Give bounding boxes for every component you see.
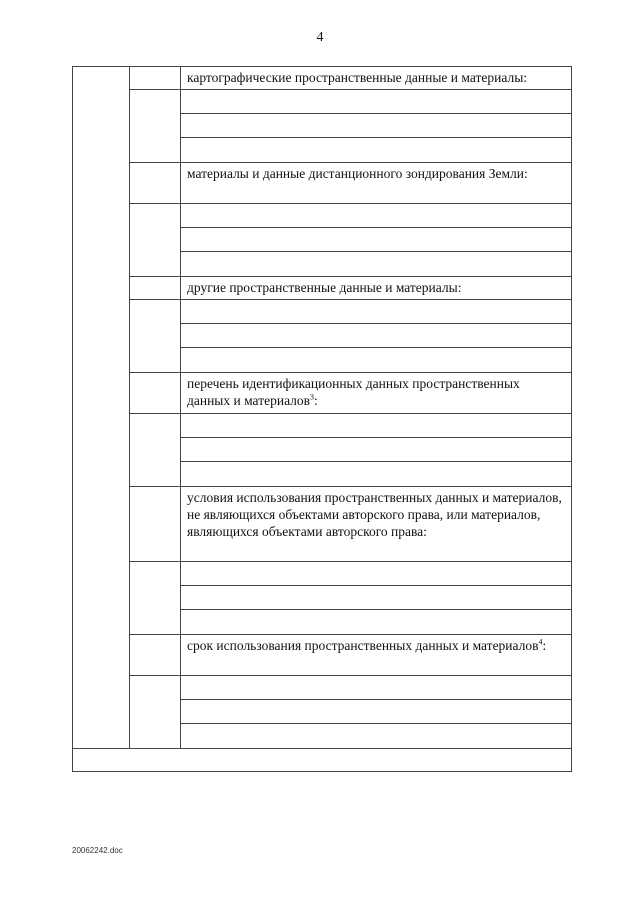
fill-line[interactable]	[181, 414, 571, 438]
number-cell	[130, 90, 181, 163]
section-label-row	[73, 67, 572, 90]
left-column-cell	[73, 67, 130, 749]
section-label-cell	[181, 163, 572, 204]
fill-line[interactable]	[181, 438, 571, 462]
fill-line[interactable]	[181, 114, 571, 138]
section-label-row	[73, 277, 572, 300]
section-fill-row	[73, 204, 572, 277]
number-cell	[130, 277, 181, 300]
number-cell	[130, 373, 181, 414]
number-cell	[130, 676, 181, 749]
fill-lines-cell[interactable]	[181, 90, 572, 163]
section-label: картографические пространственные данные и материалы:	[187, 70, 528, 85]
fill-lines-cell[interactable]	[181, 204, 572, 277]
section-label-row	[73, 373, 572, 414]
fill-line[interactable]	[181, 252, 571, 276]
footnote-marker: 3	[310, 392, 315, 402]
number-cell	[130, 300, 181, 373]
fill-line[interactable]	[181, 610, 571, 634]
page-number: 4	[316, 30, 324, 45]
fill-line[interactable]	[181, 700, 571, 724]
section-fill-row	[73, 414, 572, 487]
section-label: срок использования пространственных данных и материалов$^4$:	[187, 637, 547, 653]
footer-filename: 20062242.doc	[72, 846, 123, 855]
section-label-row	[73, 163, 572, 204]
fill-line[interactable]	[181, 138, 571, 162]
fill-lines-cell[interactable]	[181, 414, 572, 487]
fill-line[interactable]	[181, 90, 571, 114]
form-table	[72, 66, 572, 772]
section-fill-row	[73, 676, 572, 749]
fill-line[interactable]	[181, 204, 571, 228]
section-fill-row	[73, 562, 572, 635]
section-label-row	[73, 487, 572, 562]
footnote-marker: 4	[538, 637, 543, 647]
number-cell	[130, 635, 181, 676]
number-cell	[130, 163, 181, 204]
number-cell	[130, 487, 181, 562]
section-fill-row	[73, 300, 572, 373]
bottom-empty-cell[interactable]	[73, 749, 572, 772]
number-cell	[130, 414, 181, 487]
fill-line[interactable]	[181, 676, 571, 700]
section-fill-row	[73, 90, 572, 163]
section-label-row	[73, 635, 572, 676]
fill-line[interactable]	[181, 462, 571, 486]
fill-line[interactable]	[181, 724, 571, 748]
fill-line[interactable]	[181, 348, 571, 372]
section-label: материалы и данные дистанционного зондирования Земли:	[187, 166, 528, 181]
number-cell	[130, 204, 181, 277]
section-label-cell	[181, 277, 572, 300]
fill-lines-cell[interactable]	[181, 562, 572, 635]
fill-line[interactable]	[181, 324, 571, 348]
section-label: условия использования пространственных данных и материалов, не являющихся объектами авторского права, или материалов, являющихся объектами авторского права:	[187, 490, 562, 539]
section-label-cell	[181, 487, 572, 562]
section-label: другие пространственные данные и материалы:	[187, 280, 462, 295]
fill-line[interactable]	[181, 586, 571, 610]
number-cell	[130, 562, 181, 635]
bottom-row	[73, 749, 572, 772]
fill-line[interactable]	[181, 300, 571, 324]
section-label: перечень идентификационных данных пространственных данных и материалов$^3$:	[187, 376, 520, 408]
fill-line[interactable]	[181, 562, 571, 586]
number-cell	[130, 67, 181, 90]
section-label-cell	[181, 373, 572, 414]
fill-lines-cell[interactable]	[181, 300, 572, 373]
fill-line[interactable]	[181, 228, 571, 252]
section-label-cell	[181, 635, 572, 676]
fill-lines-cell[interactable]	[181, 676, 572, 749]
section-label-cell	[181, 67, 572, 90]
